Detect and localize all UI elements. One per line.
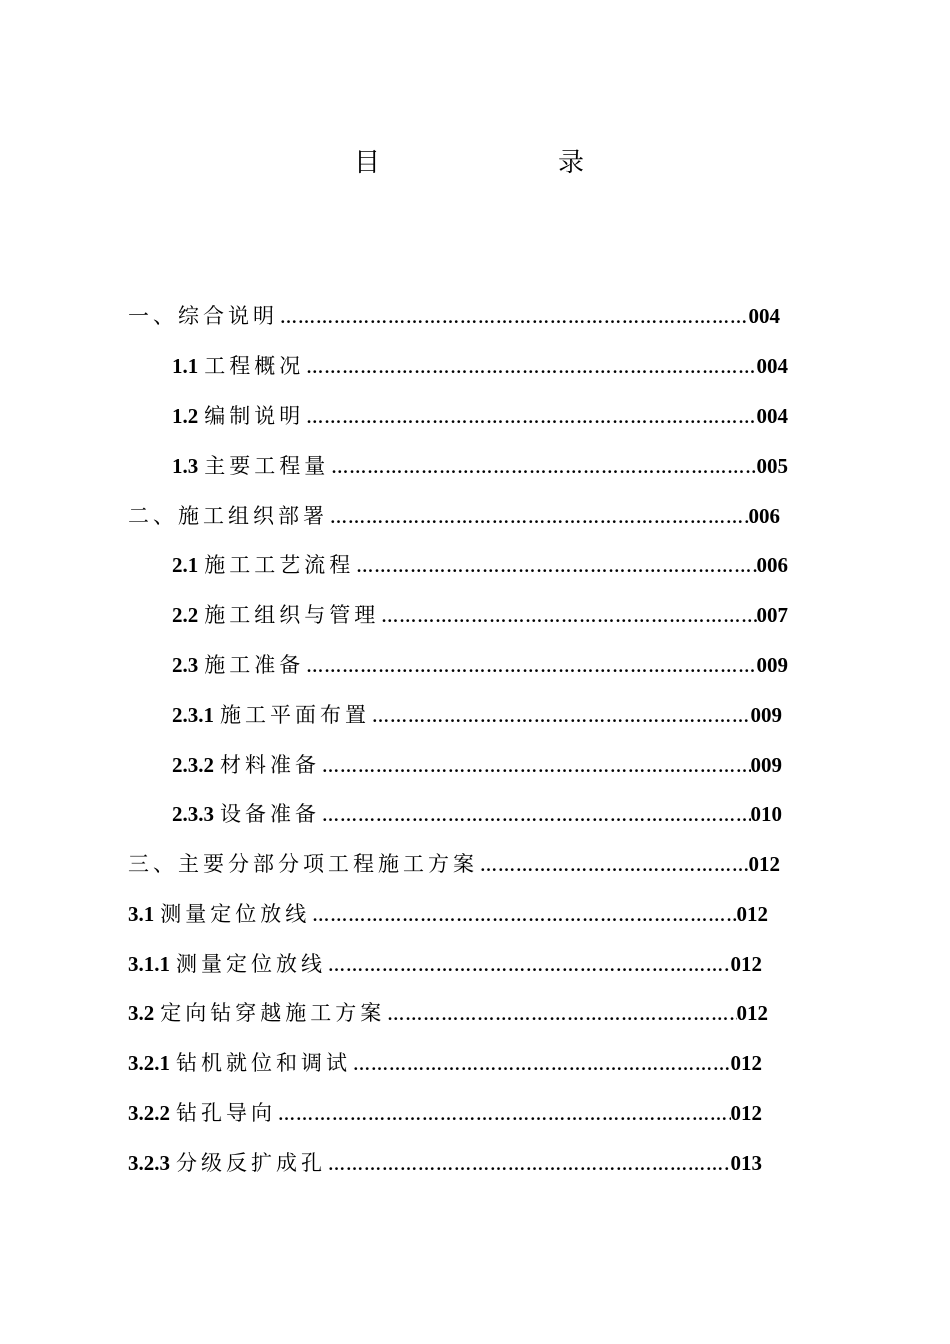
toc-entry-page: 010 [750,802,782,826]
toc-entry[interactable] [128,900,768,928]
toc-entry[interactable] [172,601,788,629]
toc-leader-dots [329,454,756,482]
toc-entry-label: 施工组织与管理 [204,603,380,627]
toc-leader-dots [310,902,736,930]
toc-entry-number: 2.3.1 [172,703,214,727]
toc-entry-label: 钻机就位和调试 [176,1051,351,1075]
toc-entry-page: 009 [750,753,782,777]
toc-entry-page: 012 [730,1051,762,1075]
toc-leader-dots [351,1051,731,1079]
toc-leader-dots [326,952,731,980]
toc-leader-dots [379,603,756,631]
toc-entry-page: 012 [748,852,780,876]
toc-entry-label: 施工工艺流程 [204,553,355,577]
toc-leader-dots [354,553,756,581]
toc-entry-page: 005 [756,454,788,478]
toc-leader-dots [304,653,756,681]
toc-leader-dots [304,354,756,382]
toc-entry-number: 1.3 [172,454,199,478]
toc-entry-page: 012 [730,952,762,976]
toc-entry-page: 012 [736,902,768,926]
toc-entry[interactable] [128,999,768,1027]
toc-entry-number: 2.3.3 [172,802,214,826]
toc-entry-number: 3.2.3 [128,1151,170,1175]
toc-entry-number: 3.2.1 [128,1051,170,1075]
toc-entry-page: 004 [748,304,780,328]
toc-entry-page: 006 [756,553,788,577]
toc-entry-page: 004 [756,404,788,428]
toc-leader-dots [278,304,749,332]
toc-leader-dots [478,852,749,880]
toc-entry-number: 1.2 [172,404,199,428]
toc-entry-page: 012 [730,1101,762,1125]
toc-entry[interactable] [172,452,788,480]
toc-entry-label: 编制说明 [204,404,305,428]
toc-entry-label: 二、施工组织部署 [128,504,328,528]
toc-leader-dots [320,802,751,830]
toc-entry-label: 测量定位放线 [160,902,311,926]
toc-entry-page: 012 [736,1001,768,1025]
toc-entry-page: 013 [730,1151,762,1175]
toc-entry-label: 一、综合说明 [128,304,278,328]
toc-title-char-2: 录 [558,148,585,178]
toc-entry-number: 3.1 [128,902,155,926]
toc-entry-label: 定向钻穿越施工方案 [160,1001,386,1025]
toc-entry-label: 测量定位放线 [176,952,326,976]
toc-entry-label: 材料准备 [220,753,320,777]
toc-entry-label: 三、主要分部分项工程施工方案 [128,852,478,876]
toc-entry-page: 009 [756,653,788,677]
toc-entry-number: 2.2 [172,603,199,627]
toc-entry-label: 施工平面布置 [220,703,370,727]
toc-entry-number: 2.3.2 [172,753,214,777]
toc-entry[interactable] [172,701,782,729]
toc-entry-label: 分级反扩成孔 [176,1151,326,1175]
toc-entry[interactable] [172,352,788,380]
toc-entry-number: 2.1 [172,553,199,577]
toc-leader-dots [385,1001,736,1029]
toc-leader-dots [304,404,756,432]
toc-leader-dots [370,703,751,731]
toc-entry[interactable] [172,751,782,779]
toc-entry[interactable] [172,402,788,430]
toc-entry-label: 设备准备 [220,802,320,826]
toc-entry[interactable] [128,1099,762,1127]
toc-leader-dots [320,753,751,781]
toc-entry-page: 009 [750,703,782,727]
toc-entry-page: 006 [748,504,780,528]
toc-leader-dots [326,1151,731,1179]
toc-entry-page: 004 [756,354,788,378]
toc-entry-label: 施工准备 [204,653,305,677]
toc-entry-page: 007 [756,603,788,627]
toc-entry[interactable] [128,1049,762,1077]
toc-entry-label: 主要工程量 [204,454,330,478]
toc-entry-number: 2.3 [172,653,199,677]
toc-entry[interactable] [128,302,780,330]
toc-entry-number: 3.2 [128,1001,155,1025]
toc-leader-dots [276,1101,731,1129]
toc-entry[interactable] [128,1149,762,1177]
toc-entry[interactable] [172,800,782,828]
toc-entry[interactable] [172,651,788,679]
toc-entry-number: 3.1.1 [128,952,170,976]
toc-entry-number: 1.1 [172,354,199,378]
toc-entry[interactable] [128,850,780,878]
toc-entry[interactable] [128,950,762,978]
toc-entry-label: 工程概况 [204,354,305,378]
toc-title-char-1: 目 [354,148,381,178]
toc-leader-dots [328,504,749,532]
toc-entry-number: 3.2.2 [128,1101,170,1125]
toc-entry-label: 钻孔导向 [176,1101,276,1125]
toc-entry[interactable] [172,551,788,579]
toc-entry[interactable] [128,502,780,530]
